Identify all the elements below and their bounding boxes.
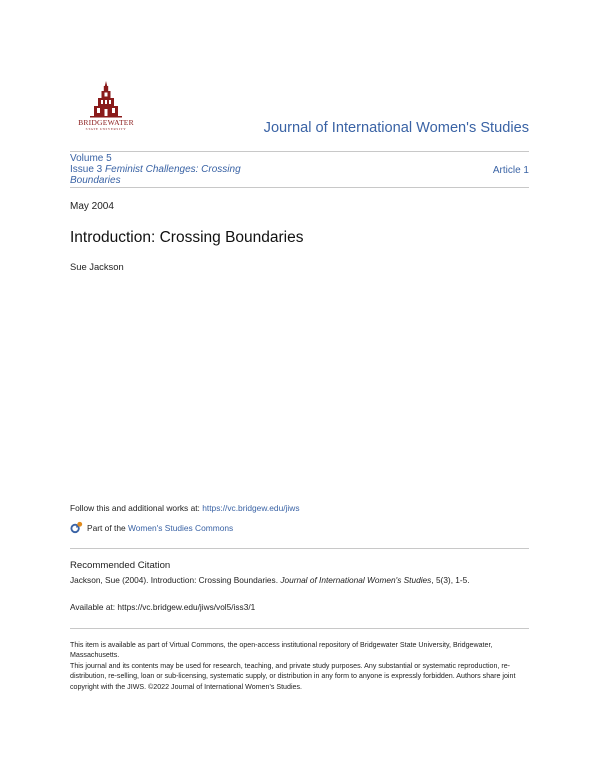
journal-title[interactable]: Journal of International Women's Studies bbox=[263, 120, 529, 136]
citation-heading: Recommended Citation bbox=[70, 560, 171, 571]
network-icon bbox=[70, 521, 83, 534]
logo-name: BRIDGEWATER bbox=[78, 118, 134, 127]
issue-info bbox=[70, 153, 290, 186]
footer-copyright-note: This journal and its contents may be used for research, teaching, and private study purposes. Any substantial or systematic reproduction, re-distribution, re-selling, loan or sub-licensing, systematic supply, or distribution in any form to anyone is expressly forbidden. Authors share joint copyright with the JIWS. ©2022 Journal of International Women's Studies. bbox=[70, 662, 516, 691]
footer-repository-note: This item is available as part of Virtual Commons, the open-access institutional repository of Bridgewater State University, Bridgewater, Massachusetts. bbox=[70, 641, 493, 660]
header-rule-top bbox=[70, 151, 529, 152]
citation-rule bbox=[70, 548, 529, 549]
issue-link[interactable] bbox=[70, 164, 290, 186]
follow-text: Follow this and additional works at: bbox=[70, 503, 200, 513]
header-rule-bottom bbox=[70, 187, 529, 188]
citation-available: Available at: https://vc.bridgew.edu/jiws/vol5/iss3/1 bbox=[70, 602, 256, 612]
citation-journal: Journal of International Women's Studies bbox=[280, 575, 432, 585]
part-of-line bbox=[70, 521, 233, 534]
university-logo bbox=[70, 80, 142, 134]
part-of-text: Part of the bbox=[87, 522, 126, 533]
author-name: Sue Jackson bbox=[70, 261, 124, 272]
issue-title: Feminist Challenges: Crossing Boundaries bbox=[70, 164, 241, 186]
article-number[interactable]: Article 1 bbox=[492, 165, 529, 176]
footer-rule bbox=[70, 628, 529, 629]
tower-icon bbox=[70, 80, 142, 118]
article-title: Introduction: Crossing Boundaries bbox=[70, 229, 304, 246]
follow-line bbox=[70, 503, 300, 513]
part-of-link[interactable]: Women's Studies Commons bbox=[127, 522, 234, 533]
follow-link[interactable]: https://vc.bridgew.edu/jiws bbox=[202, 503, 300, 513]
citation-text bbox=[70, 574, 530, 587]
publication-date: May 2004 bbox=[70, 201, 114, 212]
issue-number: Issue 3 bbox=[70, 164, 103, 175]
logo-subtitle: STATE UNIVERSITY bbox=[85, 127, 127, 131]
citation-suffix: , 5(3), 1-5. bbox=[431, 575, 470, 585]
citation-prefix: Jackson, Sue (2004). Introduction: Crossing Boundaries. bbox=[70, 575, 278, 585]
volume-link[interactable]: Volume 5 bbox=[70, 153, 112, 164]
